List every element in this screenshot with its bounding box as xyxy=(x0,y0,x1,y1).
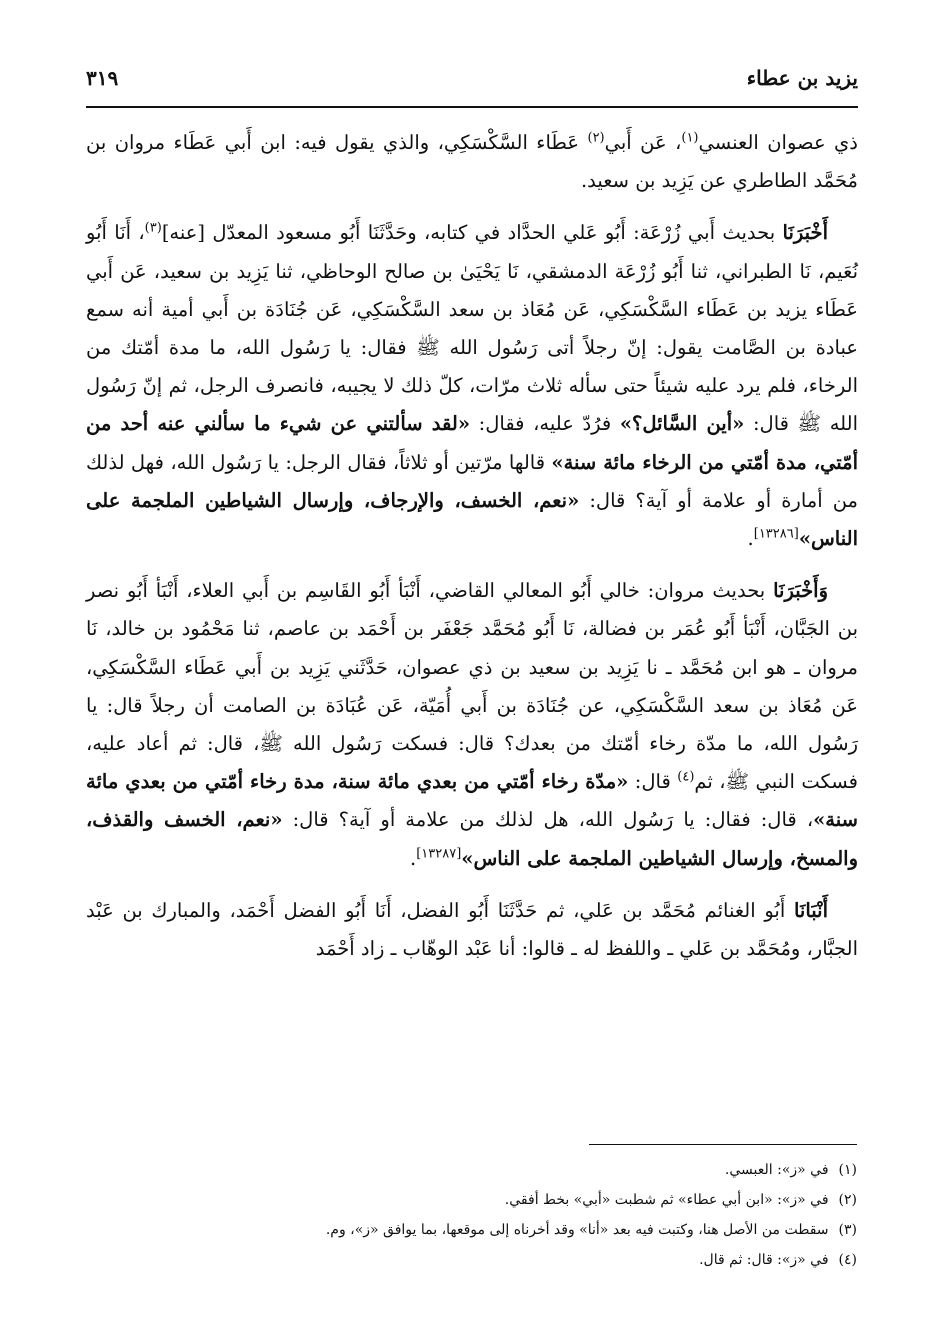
footnote-ref: (٢) xyxy=(587,130,605,146)
footnote-item xyxy=(86,1218,857,1242)
text: أَبُو الغنائم مُحَمَّد بن عَلي، ثم حَدَّثَنَا أَبُو الفضل، أَنَا أَبُو الفضل أَحْمَد، والمبارك بن عَبْد الجبَّار، ومُحَمَّد بن عَلي ـ واللفظ له ـ قالوا: أنا عَبْد الوهّاب ـ زاد أَحْمَد xyxy=(86,898,858,961)
footnote-item xyxy=(86,1248,857,1272)
text: قالها مرّتين أو ثلاثاً، فقال الرجل: يا رَسُول الله، فهل لذلك من أمارة أو علامة أو آية؟ قال: xyxy=(86,450,859,512)
text: ذي عصوان العنسي xyxy=(698,131,858,154)
paragraph-lead: وَأَخْبَرَنَا xyxy=(773,579,828,603)
page xyxy=(86,66,858,982)
footnote-text: سقطت من الأصل هنا، وكتبت فيه بعد «أنا» وقد أخرناه إلى موقعها، بما يوافق «ز»، وم. xyxy=(325,1222,829,1238)
hadith-quote: «أين السَّائل؟» xyxy=(619,412,745,436)
running-header xyxy=(86,66,858,108)
footnote-text: في «ز»: قال: ثم قال. xyxy=(699,1252,829,1268)
text: ، قال: فقال: يا رَسُول الله، هل لذلك من علامة أو آية؟ قال: xyxy=(282,808,814,832)
text: . xyxy=(747,527,754,551)
text: ، أَنَا أَبُو نُعَيم، نَا الطبراني، ثنا أَبُو زُرْعَة الدمشقي، نَا يَحْيَىٰ بن صالح الوحاظي، ثنا يَزِيد بن سعيد، عَن أَبي عَطَاء يزيد بن عَطَاء السَّكْسَكِي، عَن مُعَاذ بن سعد السَّكْسَكِي، عَن جُنَادَة بن أَبي أمية أنه سمع عبادة بن الصَّامت يقول: إنّ رجلاً أتى رَسُول الله ﷺ فقال: يا رَسُول الله، ما مدة أمّتك من الرخاء، فلم يرد عليه شيئاً حتى سأله ثلاث مرّات، كلّ ذلك لا يجيبه، فانصرف الرجل، ثم إنّ رَسُول الله ﷺ قال: xyxy=(86,221,858,436)
paragraph-lead: أَنْبَانَا xyxy=(793,898,828,922)
text: قال: xyxy=(628,770,678,794)
text: عَطَاء السَّكْسَكِي، والذي يقول فيه: ابن أَبي عَطَاء مروان بن مُحَمَّد الطاطري عن يَزِيد بن سعيد. xyxy=(86,131,858,193)
paragraph-lead: أَخْبَرَنَا xyxy=(782,221,828,245)
footnotes xyxy=(86,1158,857,1278)
text: فرُدّ عليه، فقال: xyxy=(470,412,620,436)
footnote-ref: (١) xyxy=(681,130,699,146)
footnote-number: (١) xyxy=(838,1162,857,1178)
paragraph-1 xyxy=(86,124,858,200)
text: بحديث أَبي زُرْعَة: أَبُو عَلي الحدَّاد في كتابه، وحَدَّثَنَا أَبُو مسعود المعدّل [عنه] xyxy=(161,221,783,245)
hadith-quote: «مدّة رخاء أمّتي من بعدي مائة سنة، مدة رخاء أمّتي من بعدي مائة سنة» xyxy=(86,770,858,832)
paragraph-3 xyxy=(86,572,858,878)
text: . xyxy=(409,846,417,870)
hadith-quote: «نعم، الخسف، والإرجاف، وإرسال الشياطين الملجمة على الناس» xyxy=(86,488,858,551)
footnote-ref: (٤) xyxy=(677,769,695,785)
body-text xyxy=(86,124,858,968)
paragraph-2 xyxy=(86,214,858,558)
footnote-text: في «ز»: «ابن أبي عطاء» ثم شطبت «أبي» بخط أفقي. xyxy=(504,1192,829,1208)
footnote-item xyxy=(86,1158,857,1182)
footnote-separator xyxy=(589,1144,857,1145)
footnote-number: (٣) xyxy=(838,1222,857,1238)
footnote-ref: (٣) xyxy=(144,220,162,236)
footnote-number: (٢) xyxy=(838,1192,857,1208)
page-number: ٣١٩ xyxy=(86,66,119,90)
running-title: يزيد بن عطاء xyxy=(746,66,858,90)
hadith-quote: «لقد سألتني عن شيء ما سألني عنه أحد من أمّتي، مدة أمّتي من الرخاء مائة سنة» xyxy=(86,412,858,474)
footnote-item xyxy=(86,1188,857,1212)
text: ، عَن أَبي xyxy=(604,131,682,154)
hadith-number: [١٣٢٨٧] xyxy=(416,846,462,862)
hadith-quote: «نعم، الخسف والقذف، والمسخ، وإرسال الشياطين الملجمة على الناس» xyxy=(86,808,858,870)
paragraph-4 xyxy=(86,892,858,968)
text: بحديث مروان: خالي أَبُو المعالي القاضي، أَنْبَأ أَبُو القَاسِم بن أَبي العلاء، أَنْبَأ أَبُو نصر بن الجَبَّان، أَنْبَأ أَبُو عُمَر بن فضالة، نَا أَبُو مُحَمَّد جَعْفَر بن أَحْمَد بن عاصم، ثنا مَحْمُود بن خالد، نَا مروان ـ هو ابن مُحَمَّد ـ نا يَزِيد بن سعيد بن ذي عصوان، حَدَّثَني يَزِيد بن أَبي عَطَاء السَّكْسَكِي، عَن مُعَاذ بن سعد السَّكْسَكِي، عن جُنَادَة بن أَبي أُمَيّة، عَن عُبَادَة بن الصامت أن رجلاً قال: يا رَسُول الله، ما مدّة رخاء أمّتك من بعدك؟ قال: فسكت رَسُول الله ﷺ، قال: ثم أعاد عليه، فسكت النبي ﷺ، ثم xyxy=(86,579,858,794)
hadith-number: [١٣٢٨٦] xyxy=(753,526,799,542)
footnote-number: (٤) xyxy=(838,1252,857,1268)
footnote-text: في «ز»: العبسي. xyxy=(724,1162,829,1178)
